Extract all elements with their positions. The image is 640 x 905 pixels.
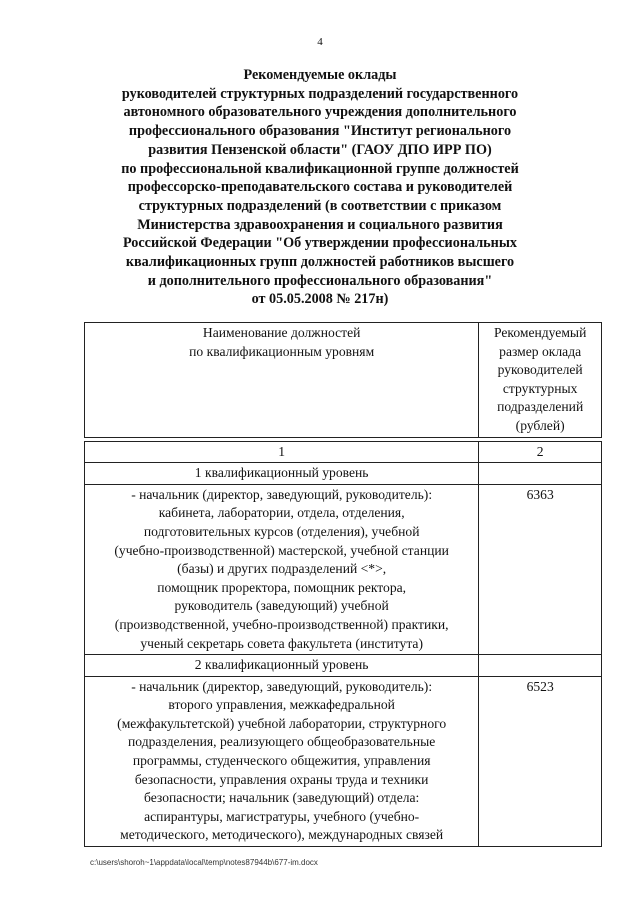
heading-line: квалификационных групп должностей работников высшего [125,254,515,271]
heading-line: и дополнительного профессионального образования" [147,272,493,289]
column-number: 1 [85,441,479,463]
table-header-row [85,323,602,438]
heading-line: руководителей структурных подразделений государственного [121,85,519,102]
heading-line: от 05.05.2008 № 217н) [251,291,389,308]
document-heading [100,66,540,309]
level-title: 2 квалификационный уровень [85,655,479,677]
file-path-footer: c:\users\shoroh~1\appdata\local\temp\notes87944b\677-im.docx [90,858,318,867]
level-title-row [85,463,602,485]
column-number-row [85,441,602,463]
salary-value: 6523 [479,676,602,846]
table-row [85,676,602,846]
table-row [85,484,602,654]
heading-line: по профессиональной квалификационной группе должностей [121,160,519,177]
header-position-name: Наименование должностей по квалификационным уровням [85,323,479,438]
heading-line: развития Пензенской области" (ГАОУ ДПО ИРР ПО) [148,141,492,158]
position-list: - начальник (директор, заведующий, руководитель): кабинета, лаборатории, отдела, отделения, подготовительных курсов (отделения), учебной (учебно-производственной) мастерской, учебной станции (базы) и других подразделений <*>, помощник проректора, помощник ректора, руководитель (заведующий) учебной (производственной, учебно-производственной) практики, ученый секретарь совета факультета (института) [85,484,479,654]
heading-line: Российской Федерации "Об утверждении профессиональных [122,235,518,252]
heading-line: автономного образовательного учреждения дополнительного [123,104,517,121]
heading-line: Рекомендуемые оклады [243,67,397,83]
heading-line: Министерства здравоохранения и социального развития [137,216,503,233]
header-salary: Рекомендуемый размер оклада руководителей структурных подразделений (рублей) [479,323,602,438]
column-number: 2 [479,441,602,463]
level-title-row [85,655,602,677]
heading-line: профессорско-преподавательского состава и руководителей [127,179,513,196]
page-number: 4 [317,36,323,48]
heading-line: профессионального образования "Институт регионального [128,123,512,140]
salary-value: 6363 [479,484,602,654]
level-title: 1 квалификационный уровень [85,463,479,485]
heading-line: структурных подразделений (в соответствии с приказом [138,197,502,214]
salary-table [84,322,602,847]
position-list: - начальник (директор, заведующий, руководитель): второго управления, межкафедральной (межфакультетской) учебной лаборатории, структурного подразделения, реализующего общеобразовательные программы, студенческого общежития, управления безопасности, управления охраны труда и техники безопасности; начальник (заведующий) отдела: аспирантуры, магистратуры, учебного (учебно- методического, методического), международных связей [85,676,479,846]
